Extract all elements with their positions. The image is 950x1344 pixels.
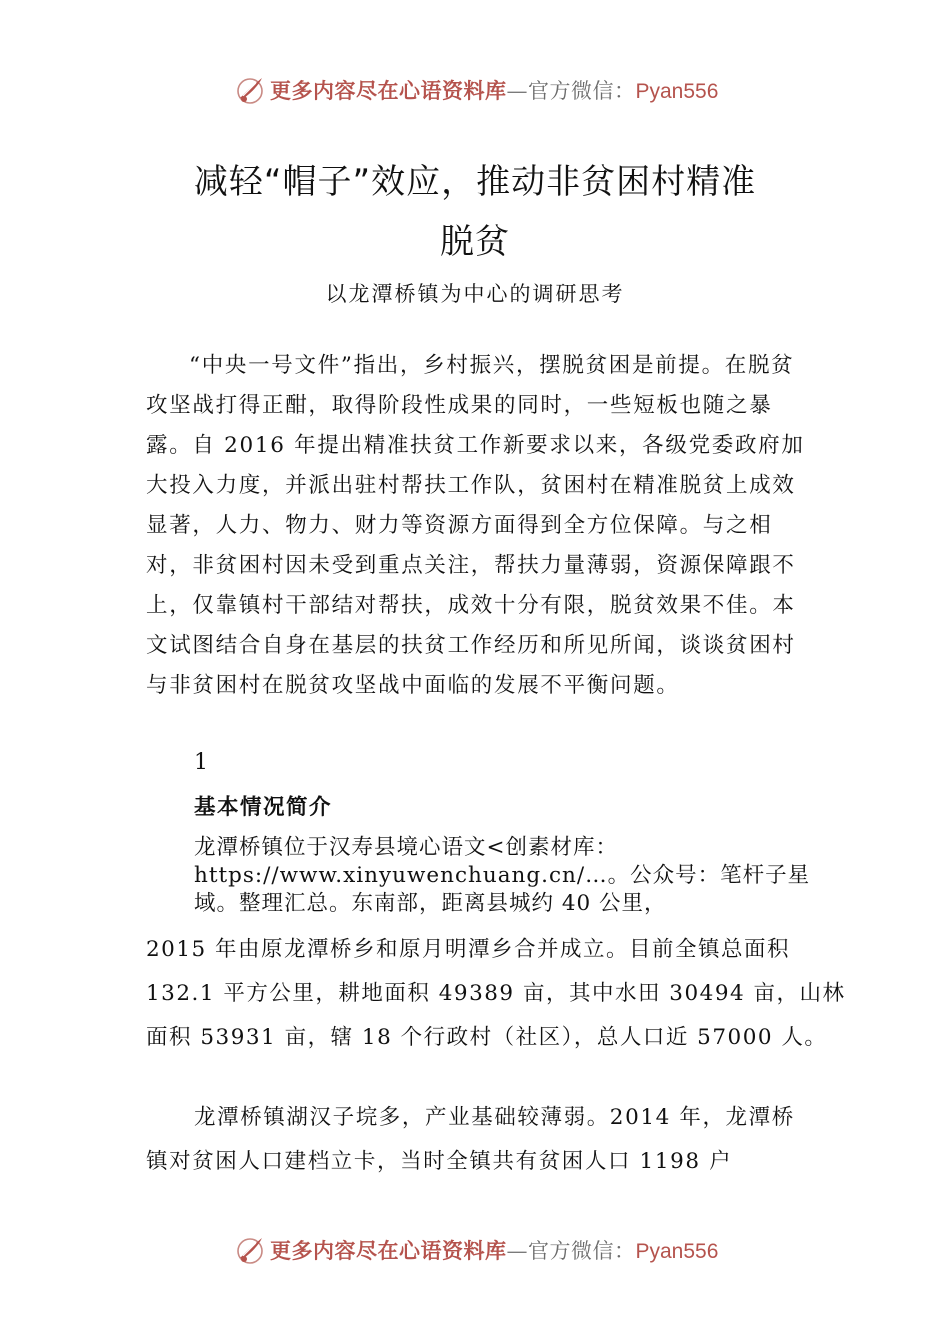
intro-paragraph: “中央一号文件”指出，乡村振兴，摆脱贫困是前提。在脱贫攻坚战打得正酣，取得阶段性成果的同时，一些短板也随之暴露。自 2016 年提出精准扶贫工作新要求以来，各级党委政府加大投入力度，并派出驻村帮扶工作队，贫困村在精准脱贫上成效显著，人力、物力、财力等资源方面得到全方位保障。与之相对，非贫困村因未受到重点关注，帮扶力量薄弱，资源保障跟不上，仅靠镇村干部结对帮扶，成效十分有限，脱贫效果不佳。本文试图结合自身在基层的扶贫工作经历和所见所闻，谈谈贫困村与非贫困村在脱贫攻坚战中面临的发展不平衡问题。 <box>146 353 805 698</box>
footer-banner <box>0 1230 950 1274</box>
document-title-line-1: 减轻“帽子”效应，推动非贫困村精准 <box>193 162 757 202</box>
feather-seal-logo-icon <box>234 74 266 106</box>
banner-wechat-label: 官方微信： <box>528 79 636 103</box>
source-note: 龙潭桥镇位于汉寿县境心语文<创素材库：https://www.xinyuwenchuang.cn/…。公众号：笔杆子星域。整理汇总。东南部，距离县城约 40 公里， <box>194 835 811 916</box>
banner-dash: — <box>506 79 528 103</box>
section-number: 1 <box>194 750 208 775</box>
body-paragraph-poverty: 龙潭桥镇湖汉子垸多，产业基础较薄弱。2014 年，龙潭桥镇对贫困人口建档立卡，当时全镇共有贫困人口 1198 户 <box>146 1105 795 1174</box>
banner-main-text: 更多内容尽在心语资料库 <box>270 78 507 103</box>
banner-wechat-label: 官方微信： <box>528 1239 636 1263</box>
body-paragraph-area: 2015 年由原龙潭桥乡和原月明潭乡合并成立。目前全镇总面积 132.1 平方公里，耕地面积 49389 亩，其中水田 30494 亩，山林面积 53931 亩，辖 18 个行政村（社区），总人口近 57000 人。 <box>146 937 846 1050</box>
banner-wechat-id: Pyan556 <box>635 1240 719 1263</box>
banner-wechat-id: Pyan556 <box>635 80 719 103</box>
feather-seal-logo-icon <box>234 1234 266 1266</box>
document-subtitle: 以龙潭桥镇为中心的调研思考 <box>325 282 625 306</box>
banner-dash: — <box>506 1239 528 1263</box>
header-banner <box>0 70 950 114</box>
section-title: 基本情况简介 <box>194 795 333 820</box>
document-title-line-2: 脱贫 <box>440 222 510 262</box>
banner-main-text: 更多内容尽在心语资料库 <box>270 1238 507 1263</box>
